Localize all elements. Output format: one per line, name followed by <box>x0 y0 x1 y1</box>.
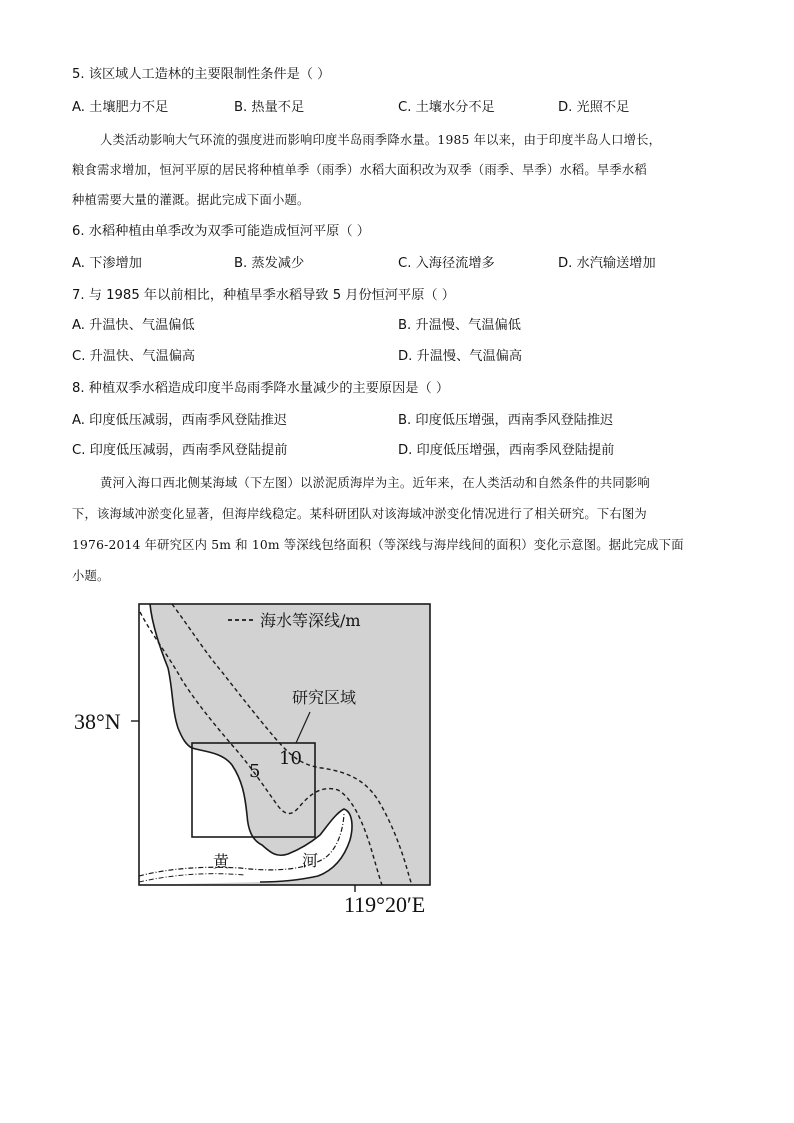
question-6-stem: 6. 水稻种植由单季改为双季可能造成恒河平原（ ） <box>72 224 370 239</box>
q7-option-c[interactable]: C. 升温快、气温偏高 <box>72 349 196 364</box>
river-label-he: 河 <box>302 851 319 870</box>
isobath-5-label: 5 <box>249 761 261 782</box>
q8-option-a[interactable]: A. 印度低压减弱，西南季风登陆推迟 <box>72 413 287 428</box>
yellow-river-estuary-map <box>70 600 440 920</box>
q8-option-d[interactable]: D. 印度低压增强，西南季风登陆提前 <box>398 443 615 458</box>
isobath-10-label: 10 <box>279 748 302 769</box>
q8-option-b[interactable]: B. 印度低压增强，西南季风登陆推迟 <box>398 413 614 428</box>
q6-option-a[interactable]: A. 下渗增加 <box>72 256 142 271</box>
latitude-label: 38°N <box>74 709 121 734</box>
river-label-huang: 黄 <box>213 852 230 871</box>
passage-1-line-3: 种植需要大量的灌溉。据此完成下面小题。 <box>72 193 310 207</box>
passage-2-line-3: 1976-2014 年研究区内 5m 和 10m 等深线包络面积（等深线与海岸线间的面积）变化示意图。据此完成下面 <box>72 538 684 552</box>
q5-option-c[interactable]: C. 土壤水分不足 <box>398 100 495 115</box>
passage-1-line-2: 粮食需求增加，恒河平原的居民将种植单季（雨季）水稻大面积改为双季（雨季、旱季）水稻。旱季水稻 <box>72 163 647 177</box>
q7-option-d[interactable]: D. 升温慢、气温偏高 <box>398 349 523 364</box>
question-5-stem: 5. 该区域人工造林的主要限制性条件是（ ） <box>72 67 331 82</box>
question-8-stem: 8. 种植双季水稻造成印度半岛雨季降水量减少的主要原因是（ ） <box>72 381 450 396</box>
q6-option-b[interactable]: B. 蒸发减少 <box>234 256 305 271</box>
legend-label: 海水等深线/m <box>260 611 361 630</box>
q6-option-d[interactable]: D. 水汽输送增加 <box>558 256 656 271</box>
q7-option-a[interactable]: A. 升温快、气温偏低 <box>72 318 195 333</box>
passage-2-line-1: 黄河入海口西北侧某海域（下左图）以淤泥质海岸为主。近年来，在人类活动和自然条件的共同影响 <box>100 476 650 490</box>
q5-option-d[interactable]: D. 光照不足 <box>558 100 630 115</box>
longitude-label: 119°20′E <box>344 892 426 917</box>
q6-option-c[interactable]: C. 入海径流增多 <box>398 256 495 271</box>
passage-2-line-4: 小题。 <box>72 569 110 583</box>
q5-option-a[interactable]: A. 土壤肥力不足 <box>72 100 169 115</box>
q5-option-b[interactable]: B. 热量不足 <box>234 100 305 115</box>
question-7-stem: 7. 与 1985 年以前相比，种植旱季水稻导致 5 月份恒河平原（ ） <box>72 288 455 303</box>
passage-1-line-1: 人类活动影响大气环流的强度进而影响印度半岛雨季降水量。1985 年以来，由于印度半岛人口增长， <box>100 133 662 147</box>
passage-2-line-2: 下，该海域冲淤变化显著，但海岸线稳定。某科研团队对该海域冲淤变化情况进行了相关研究。下右图为 <box>72 507 647 521</box>
study-area-label: 研究区域 <box>292 688 357 707</box>
q7-option-b[interactable]: B. 升温慢、气温偏低 <box>398 318 521 333</box>
q8-option-c[interactable]: C. 印度低压减弱，西南季风登陆提前 <box>72 443 288 458</box>
